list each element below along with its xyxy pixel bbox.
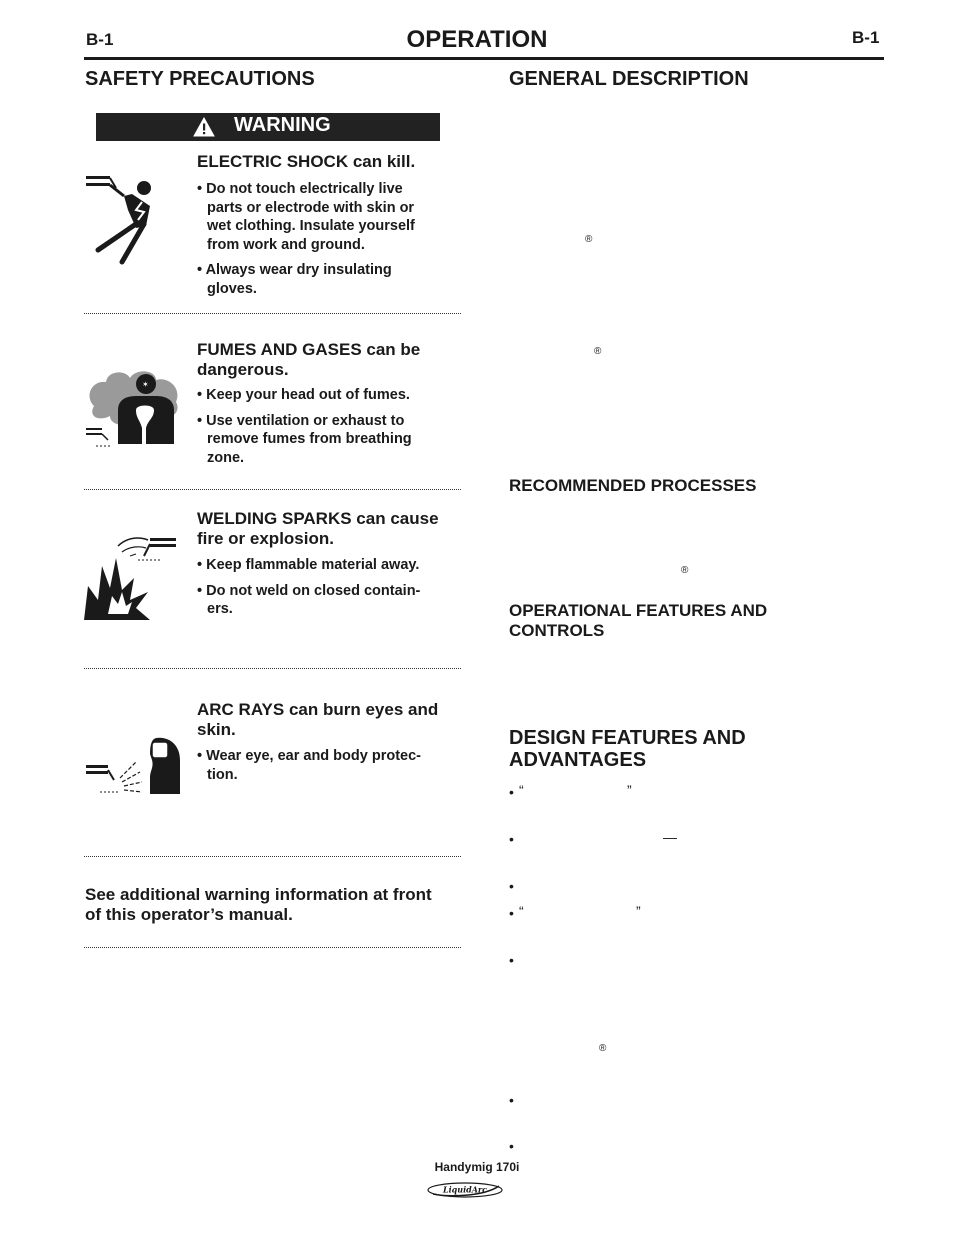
registered-mark: ® — [681, 565, 689, 576]
list-item: • Do not weld on closed contain-ers. — [197, 582, 421, 617]
list-item: • Wear eye, ear and body protec-tion. — [197, 748, 421, 783]
list-item: • Always wear dry insulating gloves. — [197, 262, 392, 297]
page-code-left: B-1 — [86, 30, 114, 49]
page-title: OPERATION — [406, 26, 548, 53]
registered-mark: ® — [594, 346, 602, 357]
warning-banner — [96, 113, 440, 141]
header-rule — [84, 57, 884, 60]
bullet-mark: • — [509, 1138, 514, 1154]
list-item: • Keep flammable material away. — [197, 557, 420, 573]
quote-mark: “ — [519, 782, 524, 798]
welding-sparks-fire-icon — [82, 530, 182, 622]
svg-text:LiquidArc: LiquidArc — [443, 1184, 487, 1195]
divider — [84, 489, 461, 490]
hazard-title-welding-sparks: WELDING SPARKS can cause fire or explosion. — [197, 509, 439, 548]
general-description-heading: GENERAL DESCRIPTION — [509, 68, 749, 90]
arc-rays-icon — [84, 734, 184, 798]
dash-mark: — — [663, 829, 677, 845]
divider — [84, 856, 461, 857]
bullet-mark: • — [509, 831, 514, 847]
page-code-right: B-1 — [852, 28, 880, 47]
electric-shock-icon — [84, 170, 164, 270]
footer-model: Handymig 170i — [434, 1160, 520, 1174]
liquidarc-logo — [427, 1181, 503, 1199]
design-features-heading: DESIGN FEATURES AND ADVANTAGES — [509, 727, 746, 771]
quote-mark: “ — [519, 903, 524, 919]
bullet-mark: • — [509, 878, 514, 894]
hazard-title-fumes: FUMES AND GASES can be dangerous. — [197, 340, 421, 379]
hazard-list-arc-rays — [197, 747, 442, 791]
hazard-title-arc-rays: ARC RAYS can burn eyes and skin. — [197, 700, 439, 739]
hazard-list-welding-sparks — [197, 556, 442, 626]
bullet-mark: • — [509, 1092, 514, 1108]
fumes-gases-icon — [84, 366, 184, 450]
divider — [84, 668, 461, 669]
registered-mark: ® — [599, 1043, 607, 1054]
warning-label: WARNING — [234, 114, 331, 136]
hazard-list-fumes — [197, 386, 442, 474]
hazard-title-electric-shock: ELECTRIC SHOCK can kill. — [197, 152, 416, 171]
additional-warning-note: See additional warning information at front of this operator’s manual. — [85, 885, 432, 924]
warning-triangle-icon — [193, 117, 215, 137]
bullet-mark: • — [509, 952, 514, 968]
operational-features-heading: OPERATIONAL FEATURES AND CONTROLS — [509, 601, 768, 640]
list-item: • Use ventilation or exhaust to remove fumes from breathing zone. — [197, 412, 412, 466]
quote-mark: ” — [627, 782, 632, 798]
recommended-processes-heading: RECOMMENDED PROCESSES — [509, 476, 757, 495]
registered-mark: ® — [585, 234, 593, 245]
list-item: • Keep your head out of fumes. — [197, 387, 410, 403]
bullet-mark: • — [509, 905, 514, 921]
safety-precautions-heading: SAFETY PRECAUTIONS — [85, 68, 315, 90]
divider — [84, 313, 461, 314]
divider — [84, 947, 461, 948]
quote-mark: ” — [636, 903, 641, 919]
bullet-mark: • — [509, 784, 514, 800]
list-item: • Do not touch electrically live parts or electrode with skin or wet clothing. Insulate yourself from work and ground. — [197, 181, 415, 253]
svg-text:✶: ✶ — [142, 380, 149, 389]
hazard-list-electric-shock — [197, 180, 442, 305]
